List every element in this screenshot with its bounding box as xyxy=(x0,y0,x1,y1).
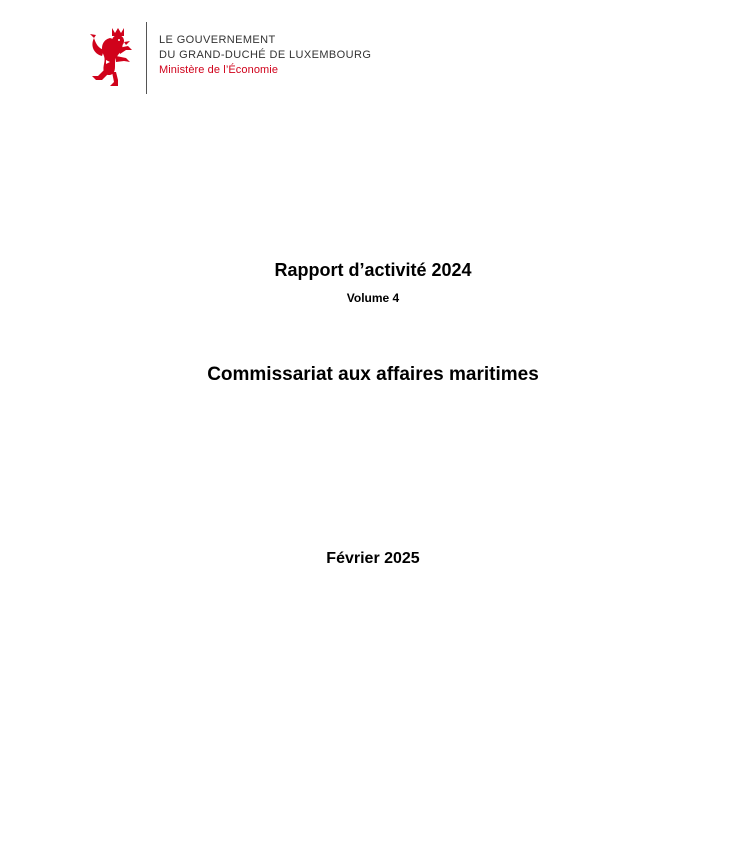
ministry-name: Ministère de l’Économie xyxy=(159,64,279,76)
government-line-1: LE GOUVERNEMENT xyxy=(159,34,276,46)
government-name xyxy=(159,33,371,78)
red-lion-icon xyxy=(88,26,134,88)
government-line-2: DU GRAND-DUCHÉ DE LUXEMBOURG xyxy=(159,49,372,61)
volume-label: Volume 4 xyxy=(346,291,400,305)
publication-date: Février 2025 xyxy=(326,550,420,567)
report-title: Rapport d’activité 2024 xyxy=(274,260,472,280)
entity-title: Commissariat aux affaires maritimes xyxy=(207,364,539,385)
header-divider xyxy=(146,22,147,94)
